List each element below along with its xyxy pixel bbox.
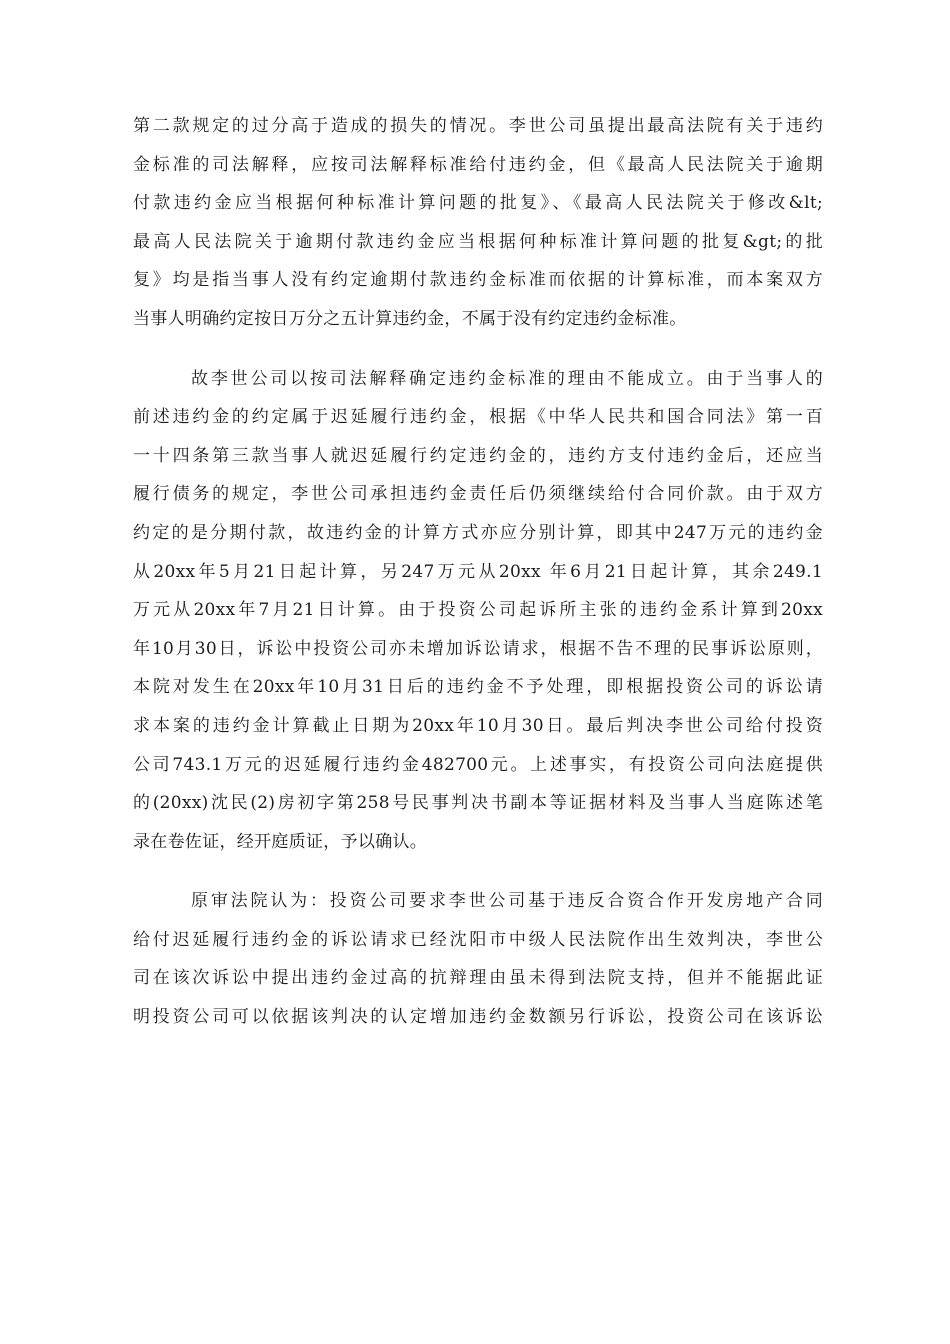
text-line: 万元从20xx年7月21日计算。由于投资公司起诉所主张的违约金系计算到20xx bbox=[133, 600, 823, 621]
document-body bbox=[133, 107, 823, 1037]
text-line: 年10月30日，诉讼中投资公司亦未增加诉讼请求，根据不告不理的民事诉讼原则， bbox=[133, 638, 823, 659]
text-line: 录在卷佐证，经开庭质证，予以确认。 bbox=[133, 831, 428, 852]
text-line: 故李世公司以按司法解释确定违约金标准的理由不能成立。由于当事人的 bbox=[191, 368, 823, 389]
text-line: 前述违约金的约定属于迟延履行违约金，根据《中华人民共和国合同法》第一百 bbox=[133, 407, 823, 428]
text-line: 最高人民法院关于逾期付款违约金应当根据何种标准计算问题的批复&gt;的批 bbox=[133, 231, 823, 252]
text-line: 复》均是指当事人没有约定逾期付款违约金标准而依据的计算标准，而本案双方 bbox=[133, 270, 823, 291]
text-line: 司在该次诉讼中提出违约金过高的抗辩理由虽未得到法院支持，但并不能据此证 bbox=[133, 968, 823, 989]
paragraph-spacer bbox=[133, 339, 823, 360]
text-line: 当事人明确约定按日万分之五计算违约金，不属于没有约定违约金标准。 bbox=[133, 308, 687, 329]
text-line: 公司743.1万元的迟延履行违约金482700元。上述事实，有投资公司向法庭提供 bbox=[133, 754, 823, 775]
paragraph-spacer bbox=[133, 861, 823, 882]
text-line: 的(20xx)沈民(2)房初字第258号民事判决书副本等证据材料及当事人当庭陈述笔 bbox=[133, 793, 823, 814]
text-line: 求本案的违约金计算截止日期为20xx年10月30日。最后判决李世公司给付投资 bbox=[133, 715, 823, 736]
text-line: 给付迟延履行违约金的诉讼请求已经沈阳市中级人民法院作出生效判决，李世公 bbox=[133, 929, 823, 950]
text-line: 原审法院认为：投资公司要求李世公司基于违反合资合作开发房地产合同 bbox=[191, 891, 823, 912]
text-line: 金标准的司法解释，应按司法解释标准给付违约金，但《最高人民法院关于逾期 bbox=[133, 154, 823, 175]
paragraph-3 bbox=[133, 882, 823, 1036]
text-line: 本院对发生在20xx年10月31日后的违约金不予处理，即根据投资公司的诉讼请 bbox=[133, 677, 823, 698]
paragraph-2 bbox=[133, 360, 823, 862]
paragraph-1 bbox=[133, 107, 823, 339]
text-line: 履行债务的规定，李世公司承担违约金责任后仍须继续给付合同价款。由于双方 bbox=[133, 484, 823, 505]
text-line: 一十四条第三款当事人就迟延履行约定违约金的，违约方支付违约金后，还应当 bbox=[133, 445, 823, 466]
text-line: 第二款规定的过分高于造成的损失的情况。李世公司虽提出最高法院有关于违约 bbox=[133, 116, 823, 136]
text-line: 明投资公司可以依据该判决的认定增加违约金数额另行诉讼，投资公司在该诉讼 bbox=[133, 1007, 823, 1028]
text-line: 付款违约金应当根据何种标准计算问题的批复》、《最高人民法院关于修改&lt; bbox=[133, 193, 823, 214]
text-line: 约定的是分期付款，故违约金的计算方式亦应分别计算，即其中247万元的违约金 bbox=[133, 522, 823, 543]
text-line: 从20xx年5月21日起计算，另247万元从20xx 年6月21日起计算，其余249.1 bbox=[133, 561, 823, 582]
